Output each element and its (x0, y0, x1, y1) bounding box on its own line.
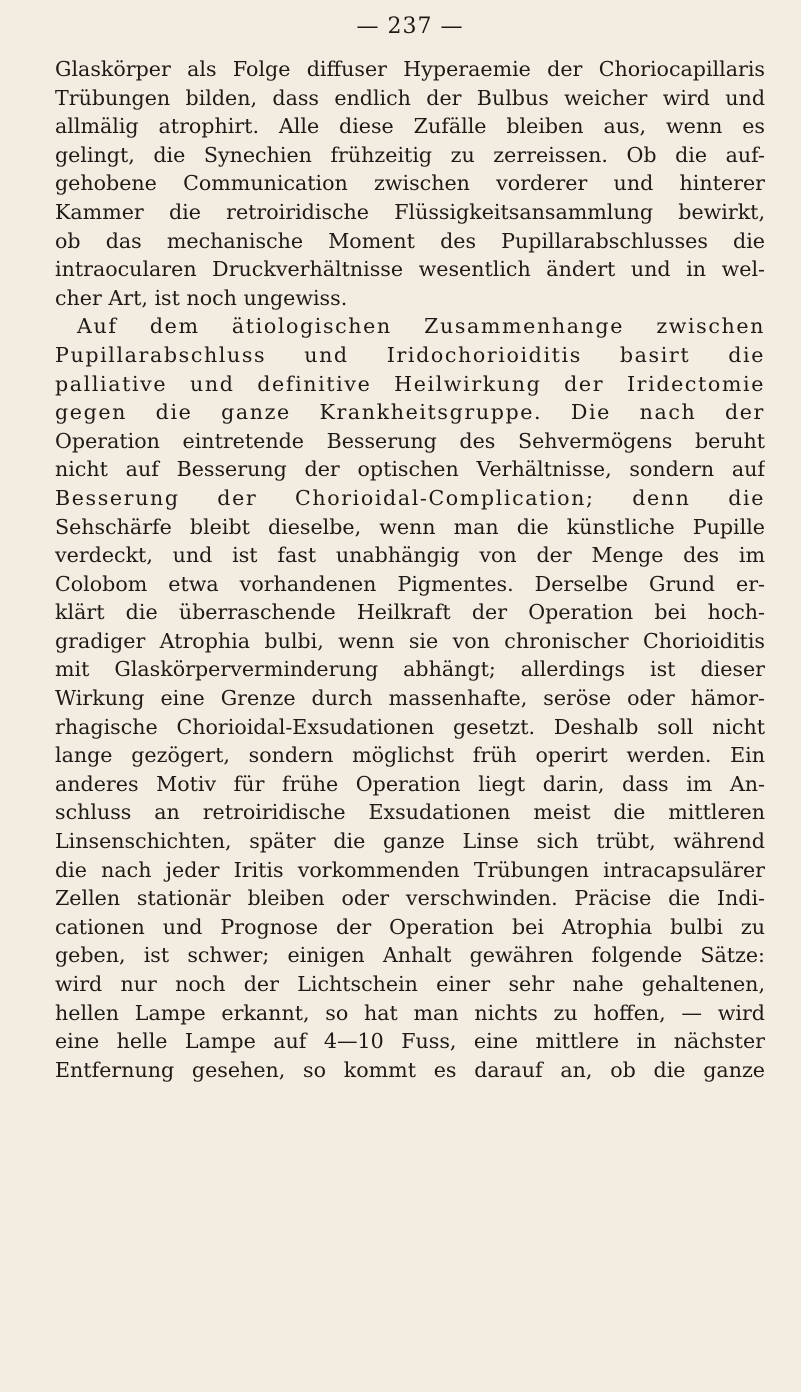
text-line: intraocularen Druckverhältnisse wesentlich ändert und in wel- (55, 257, 765, 282)
text-line: Zellen stationär bleiben oder verschwinden. Präcise die Indi- (55, 886, 765, 911)
text-line: Besserung der Chorioidal-Complication; denn die (55, 485, 765, 510)
text-line: ob das mechanische Moment des Pupillarabschlusses die (55, 228, 765, 253)
text-line: Colobom etwa vorhandenen Pigmentes. Derselbe Grund er- (55, 571, 765, 596)
text-line: nicht auf Besserung der optischen Verhältnisse, sondern auf (55, 457, 765, 482)
text-line: die nach jeder Iritis vorkommenden Trübungen intracapsulärer (55, 857, 765, 882)
text-line: rhagische Chorioidal-Exsudationen gesetzt. Deshalb soll nicht (55, 714, 765, 739)
text-line: gradiger Atrophia bulbi, wenn sie von chronischer Chorioiditis (55, 628, 765, 653)
text-line: gegen die ganze Krankheitsgruppe. Die nach der (55, 400, 765, 425)
text-line: Operation eintretende Besserung des Sehvermögens beruht (55, 428, 765, 453)
text-line: lange gezögert, sondern möglichst früh operirt werden. Ein (55, 743, 765, 768)
text-line: Pupillarabschluss und Iridochorioiditis basirt die (55, 342, 765, 367)
text-line: geben, ist schwer; einigen Anhalt gewähren folgende Sätze: (55, 943, 765, 968)
text-line: Trübungen bilden, dass endlich der Bulbus weicher wird und (55, 85, 765, 110)
text-line: wird nur noch der Lichtschein einer sehr nahe gehaltenen, (55, 972, 765, 996)
page-number: — 237 — (356, 14, 464, 39)
text-line: hellen Lampe erkannt, so hat man nichts zu hoffen, — wird (55, 1000, 765, 1025)
text-line: cationen und Prognose der Operation bei Atrophia bulbi zu (55, 914, 765, 939)
text-line: eine helle Lampe auf 4—10 Fuss, eine mittlere in nächster (55, 1029, 765, 1054)
text-line: Auf dem ätiologischen Zusammenhange zwischen (77, 314, 765, 339)
text-line: Kammer die retroiridische Flüssigkeitsansammlung bewirkt, (55, 199, 765, 224)
text-line: mit Glaskörperverminderung abhängt; allerdings ist dieser (55, 657, 765, 682)
text-line: klärt die überraschende Heilkraft der Operation bei hoch- (55, 600, 765, 625)
text-line: Glaskörper als Folge diffuser Hyperaemie der Choriocapillaris (55, 57, 765, 81)
text-line: verdeckt, und ist fast unabhängig von der Menge des im (55, 543, 765, 568)
text-line: Linsenschichten, später die ganze Linse sich trübt, während (55, 829, 765, 854)
text-line: Sehschärfe bleibt dieselbe, wenn man die künstliche Pupille (55, 514, 765, 539)
text-line: palliative und definitive Heilwirkung der Iridectomie (55, 371, 765, 396)
text-line: Entfernung gesehen, so kommt es darauf an, ob die ganze (55, 1057, 765, 1082)
text-line: gehobene Communication zwischen vorderer und hinterer (55, 171, 765, 196)
text-line: gelingt, die Synechien frühzeitig zu zerreissen. Ob die auf- (55, 142, 765, 167)
text-line: anderes Motiv für frühe Operation liegt darin, dass im An- (55, 771, 765, 796)
text-line: cher Art, ist noch ungewiss. (55, 285, 348, 310)
text-line: schluss an retroiridische Exsudationen meist die mittleren (55, 800, 765, 825)
text-line: allmälig atrophirt. Alle diese Zufälle bleiben aus, wenn es (55, 114, 765, 139)
body-text (55, 55, 765, 1084)
text-line: Wirkung eine Grenze durch massenhafte, seröse oder hämor- (55, 686, 765, 711)
